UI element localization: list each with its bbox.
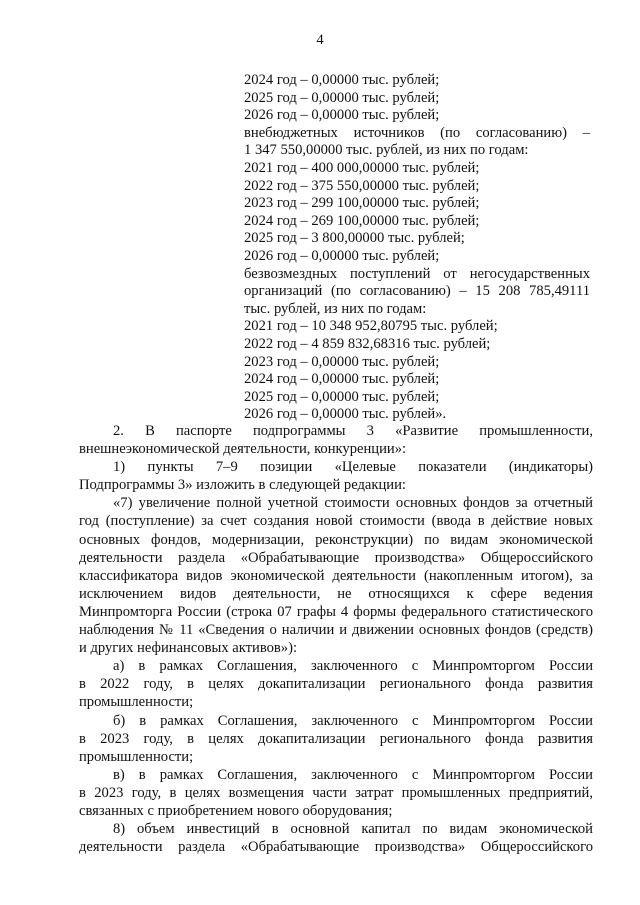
paragraph-line: основных фондов, модернизации, реконструкции) по видам экономической bbox=[79, 531, 593, 548]
funding-line: тыс. рублей, из них по годам: bbox=[244, 300, 427, 317]
funding-sources-block bbox=[244, 72, 590, 424]
paragraph-line: и других нефинансовых активов»): bbox=[79, 640, 298, 657]
document-body bbox=[79, 422, 593, 856]
paragraph-line: исключением видов деятельности, не относящихся к сфере ведения bbox=[79, 585, 593, 602]
funding-line: 2026 год – 0,00000 тыс. рублей; bbox=[244, 247, 440, 264]
funding-line: 2023 год – 0,00000 тыс. рублей; bbox=[244, 353, 440, 370]
funding-line: 2021 год – 400 000,00000 тыс. рублей; bbox=[244, 159, 480, 176]
paragraph-line: «7) увеличение полной учетной стоимости основных фондов за отчетный bbox=[113, 495, 593, 512]
paragraph-line: деятельности раздела «Обрабатывающие производства» Общероссийского bbox=[79, 549, 593, 566]
funding-line: 2026 год – 0,00000 тыс. рублей; bbox=[244, 107, 440, 124]
paragraph-line: год (поступление) за счет создания новой стоимости (ввода в действие новых bbox=[79, 513, 593, 530]
paragraph-line: связанных с приобретением нового оборудования; bbox=[79, 802, 393, 819]
funding-line: 2026 год – 0,00000 тыс. рублей». bbox=[244, 406, 447, 423]
paragraph-line: деятельности раздела «Обрабатывающие производства» Общероссийского bbox=[79, 839, 593, 856]
page-number: 4 bbox=[316, 32, 324, 48]
funding-line: 2022 год – 375 550,00000 тыс. рублей; bbox=[244, 177, 480, 194]
funding-line: 2022 год – 4 859 832,68316 тыс. рублей; bbox=[244, 335, 491, 352]
paragraph-line: б) в рамках Соглашения, заключенного с Минпромторгом России bbox=[113, 712, 593, 729]
funding-line: организаций (по согласованию) – 15 208 785,49111 bbox=[244, 283, 590, 300]
paragraph-line: классификатора видов экономической деятельности (накопленным итогом), за bbox=[79, 567, 593, 584]
paragraph-line: в 2023 году, в целях докапитализации регионального фонда развития bbox=[79, 730, 593, 747]
funding-line: 2023 год – 299 100,00000 тыс. рублей; bbox=[244, 195, 480, 212]
paragraph-line: наблюдения № 11 «Сведения о наличии и движении основных фондов (средств) bbox=[79, 622, 593, 639]
funding-line: безвозмездных поступлений от негосударственных bbox=[244, 265, 590, 282]
paragraph-line: в 2022 году, в целях докапитализации регионального фонда развития bbox=[79, 676, 593, 693]
funding-line: 2024 год – 0,00000 тыс. рублей; bbox=[244, 72, 440, 88]
paragraph-line: в 2023 году, в целях возмещения части затрат промышленных предприятий, bbox=[79, 784, 593, 801]
funding-line: 2024 год – 269 100,00000 тыс. рублей; bbox=[244, 212, 480, 229]
paragraph-line: 1) пункты 7–9 позиции «Целевые показатели (индикаторы) bbox=[113, 459, 593, 476]
paragraph-line: промышленности; bbox=[79, 748, 194, 765]
funding-line: 2021 год – 10 348 952,80795 тыс. рублей; bbox=[244, 318, 498, 335]
paragraph-line: 2. В паспорте подпрограммы 3 «Развитие промышленности, bbox=[113, 423, 593, 439]
paragraph-line: внешнеэкономической деятельности, конкуренции»: bbox=[79, 441, 407, 458]
paragraph-line: а) в рамках Соглашения, заключенного с Минпромторгом России bbox=[113, 658, 593, 675]
paragraph-line: Подпрограммы 3» изложить в следующей редакции: bbox=[79, 477, 406, 494]
paragraph-line: в) в рамках Соглашения, заключенного с Минпромторгом России bbox=[113, 766, 593, 783]
funding-line: 2025 год – 3 800,00000 тыс. рублей; bbox=[244, 230, 465, 247]
funding-line: внебюджетных источников (по согласованию) – bbox=[244, 124, 590, 141]
funding-line: 2024 год – 0,00000 тыс. рублей; bbox=[244, 371, 440, 388]
funding-line: 1 347 550,00000 тыс. рублей, из них по годам: bbox=[244, 142, 529, 159]
paragraph-line: промышленности; bbox=[79, 694, 194, 711]
funding-line: 2025 год – 0,00000 тыс. рублей; bbox=[244, 388, 440, 405]
paragraph-line: Минпромторга России (строка 07 графы 4 формы федерального статистического bbox=[79, 603, 593, 620]
funding-line: 2025 год – 0,00000 тыс. рублей; bbox=[244, 89, 440, 106]
paragraph-line: 8) объем инвестиций в основной капитал по видам экономической bbox=[113, 821, 593, 838]
